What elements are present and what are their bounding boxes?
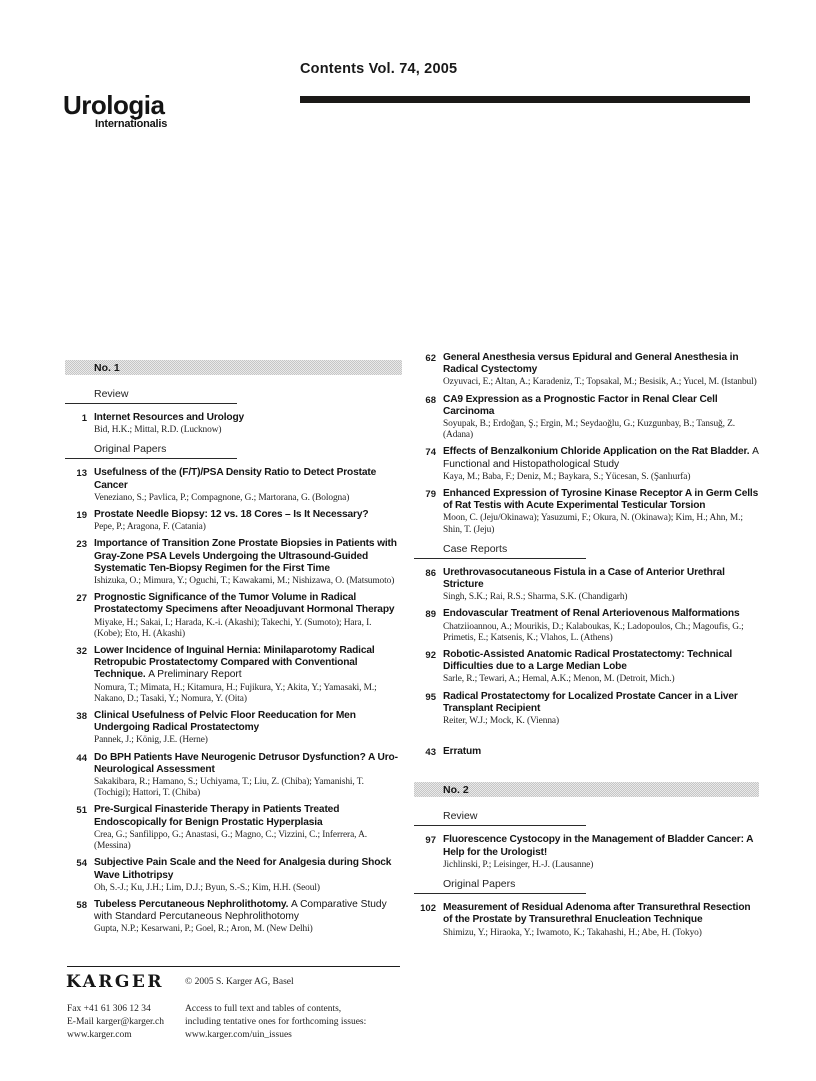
- entry-title-text: Endovascular Treatment of Renal Arteriovenous Malformations: [443, 608, 740, 620]
- toc-column-right: [414, 352, 759, 944]
- entry-page-number: 95: [425, 691, 436, 703]
- entry-authors: Pepe, P.; Aragona, F. (Catania): [94, 522, 206, 533]
- entry-body: [94, 592, 402, 640]
- journal-logo-name: Urologia: [63, 90, 165, 120]
- journal-logo-subname: Internationalis: [95, 118, 168, 130]
- entry-title-text: Prognostic Significance of the Tumor Volume in Radical Prostatectomy Specimens after Neoadjuvant Hormonal Therapy: [94, 592, 395, 616]
- entry-title-text: Radical Prostatectomy for Localized Prostate Cancer in a Liver Transplant Recipient: [443, 690, 738, 714]
- toc-entry: [65, 752, 402, 800]
- copyright-notice: © 2005 S. Karger AG, Basel: [185, 977, 294, 987]
- entry-title: [443, 649, 759, 673]
- section-rule: [65, 458, 237, 459]
- entry-title: [443, 691, 759, 715]
- section-heading: [65, 443, 402, 459]
- entry-authors: Shimizu, Y.; Hiraoka, Y.; Iwamoto, K.; Takahashi, H.; Abe, H. (Tokyo): [443, 927, 702, 938]
- entry-body: [94, 899, 402, 936]
- section-rule: [65, 403, 237, 404]
- entry-page-number: 79: [425, 489, 436, 501]
- entry-body: [443, 746, 759, 758]
- entry-title: [443, 446, 759, 470]
- entry-title-text: CA9 Expression as a Prognostic Factor in Renal Clear Cell Carcinoma: [443, 393, 718, 417]
- entry-title-text: Clinical Usefulness of Pelvic Floor Reeducation for Men Undergoing Radical Prostatectomy: [94, 710, 356, 734]
- entry-authors: Chatziioannou, A.; Mourikis, D.; Kalaboukas, K.; Ladopoulos, Ch.; Magoufis, G.; Primetis, E.; Katsenis, K.; Vlahos, L. (Athens): [443, 621, 744, 643]
- entry-subtitle: A Functional and Histopathological Study: [443, 446, 759, 470]
- toc-entry: [65, 857, 402, 894]
- entry-authors: Ishizuka, O.; Mimura, Y.; Oguchi, T.; Kawakami, M.; Nishizawa, O. (Matsumoto): [94, 576, 395, 587]
- entry-page-number: 62: [425, 353, 436, 364]
- entry-body: [443, 902, 759, 939]
- entry-page-number: 89: [425, 609, 436, 621]
- toc-entry: [414, 691, 759, 728]
- entry-authors: Jichlinski, P.; Leisinger, H.-J. (Lausanne): [443, 859, 594, 870]
- entry-page-number: 97: [425, 835, 436, 847]
- entry-body: [94, 412, 402, 436]
- entry-title: [94, 412, 402, 424]
- toc-entry: [414, 488, 759, 536]
- entry-page-number: 102: [420, 903, 436, 915]
- section-label: Review: [443, 810, 478, 823]
- entry-body: [443, 352, 759, 389]
- entry-body: [94, 752, 402, 800]
- entry-authors: Singh, S.K.; Rai, R.S.; Sharma, S.K. (Chandigarh): [443, 592, 628, 603]
- entry-title: [443, 834, 759, 858]
- journal-logo: [63, 92, 167, 130]
- entry-body: [94, 467, 402, 504]
- toc-entry: [414, 567, 759, 604]
- issue-label: No. 1: [94, 361, 120, 374]
- toc-entry: [414, 394, 759, 442]
- entry-body: [443, 834, 759, 871]
- entry-title: [94, 538, 402, 575]
- entry-title-text: Usefulness of the (F/T)/PSA Density Ratio to Detect Prostate Cancer: [94, 467, 377, 491]
- entry-title-text: Robotic-Assisted Anatomic Radical Prostatectomy: Technical Difficulties due to a Large Median Lobe: [443, 649, 733, 673]
- toc-entry: [65, 710, 402, 747]
- entry-title-text: Tubeless Percutaneous Nephrolithotomy.: [94, 898, 289, 910]
- entry-authors: Bid, H.K.; Mittal, R.D. (Lucknow): [94, 425, 222, 436]
- toc-entry: [65, 804, 402, 852]
- entry-page-number: 54: [76, 858, 87, 870]
- entry-body: [443, 488, 759, 536]
- entry-body: [443, 649, 759, 686]
- contents-title: Contents Vol. 74, 2005: [300, 61, 458, 77]
- toc-entry: [414, 446, 759, 483]
- toc-entry: [414, 902, 759, 939]
- entry-title-text: Measurement of Residual Adenoma after Transurethral Resection of the Prostate by Transurethral Enucleation Technique: [443, 902, 751, 926]
- entry-title: [443, 746, 759, 758]
- entry-title: [443, 902, 759, 926]
- entry-title-text: Pre-Surgical Finasteride Therapy in Patients Treated Endoscopically for Benign Prostatic Hyperplasia: [94, 804, 340, 828]
- entry-body: [443, 446, 759, 483]
- section-label: Original Papers: [94, 443, 167, 456]
- issue-header: [414, 782, 759, 797]
- entry-title-text: General Anesthesia versus Epidural and General Anesthesia in Radical Cystectomy: [443, 352, 739, 376]
- entry-page-number: 1: [81, 413, 87, 424]
- issue-label: No. 2: [443, 783, 469, 796]
- entry-title: [443, 488, 759, 512]
- entry-title: [443, 352, 759, 376]
- publisher-email: E-Mail karger@karger.ch: [67, 1017, 165, 1027]
- entry-title-text: Subjective Pain Scale and the Need for Analgesia during Shock Wave Lithotripsy: [94, 857, 392, 881]
- entry-authors: Crea, G.; Sanfilippo, G.; Anastasi, G.; Magno, C.; Vizzini, C.; Inferrera, A. (Messina): [94, 829, 368, 852]
- entry-title-text: Effects of Benzalkonium Chloride Application on the Rat Bladder.: [443, 446, 750, 458]
- access-info-line: Access to full text and tables of contents,: [185, 1004, 342, 1014]
- footer-divider-rule: [67, 966, 400, 967]
- entry-body: [443, 567, 759, 604]
- publisher-logo: KARGER: [66, 972, 165, 992]
- entry-page-number: 86: [425, 567, 436, 579]
- entry-title: [94, 899, 402, 923]
- entry-page-number: 23: [76, 539, 87, 551]
- entry-subtitle: A Comparative Study with Standard Percutaneous Nephrolithotomy: [94, 898, 387, 923]
- section-label: Review: [94, 388, 129, 400]
- entry-page-number: 13: [76, 468, 87, 480]
- entry-title-text: Internet Resources and Urology: [94, 412, 245, 423]
- entry-body: [94, 509, 402, 533]
- entry-title: [94, 857, 402, 881]
- toc-entry: [414, 649, 759, 686]
- entry-page-number: 38: [76, 711, 87, 723]
- entry-authors: Nomura, T.; Mimata, H.; Kitamura, H.; Fujikura, Y.; Akita, Y.; Yamasaki, M.; Nakano, D.; Tasaki, Y.; Nomura, Y. (Oita): [94, 682, 377, 704]
- toc-entry: [65, 509, 402, 533]
- entry-body: [94, 645, 402, 705]
- entry-authors: Pannek, J.; König, J.E. (Herne): [94, 735, 208, 746]
- entry-page-number: 51: [76, 805, 87, 817]
- access-info-block: [185, 1003, 366, 1042]
- entry-body: [443, 608, 759, 644]
- entry-page-number: 44: [76, 752, 87, 764]
- entry-page-number: 92: [425, 650, 436, 662]
- entry-page-number: 43: [425, 747, 436, 759]
- entry-page-number: 68: [425, 394, 436, 406]
- entry-authors: Sarle, R.; Tewari, A.; Hemal, A.K.; Menon, M. (Detroit, Mich.): [443, 674, 675, 685]
- section-rule: [414, 558, 586, 559]
- entry-title: [443, 608, 759, 620]
- entry-body: [94, 804, 402, 852]
- entry-title: [94, 645, 402, 682]
- section-heading: [414, 878, 759, 894]
- publisher-website: www.karger.com: [67, 1030, 132, 1040]
- entry-authors: Veneziano, S.; Pavlica, P.; Compagnone, G.; Martorana, G. (Bologna): [94, 492, 350, 503]
- entry-title: [443, 394, 759, 418]
- entry-page-number: 19: [76, 510, 87, 522]
- entry-title-text: Urethrovasocutaneous Fistula in a Case of Anterior Urethral Stricture: [443, 566, 725, 591]
- entry-title-text: Erratum: [443, 746, 482, 758]
- entry-authors: Kaya, M.; Baba, F.; Deniz, M.; Baykara, S.; Yücesan, S. (Şanlıurfa): [443, 471, 691, 482]
- toc-entry: [65, 412, 402, 436]
- issue-header: [65, 360, 402, 375]
- section-rule: [414, 825, 586, 826]
- section-rule: [414, 893, 586, 894]
- section-heading: [414, 543, 759, 559]
- entry-title-text: Do BPH Patients Have Neurogenic Detrusor Dysfunction? A Uro-Neurological Assessment: [94, 751, 398, 775]
- toc-column-left: [65, 360, 402, 941]
- toc-entry: [414, 608, 759, 644]
- toc-entry: [65, 592, 402, 640]
- entry-title: [443, 567, 759, 591]
- entry-body: [94, 857, 402, 894]
- section-label: Original Papers: [443, 878, 516, 891]
- entry-authors: Ozyuvaci, E.; Altan, A.; Karadeniz, T.; Topsakal, M.; Besisik, A.; Yucel, M. (Istanbul): [443, 377, 757, 388]
- entry-title: [94, 467, 402, 491]
- entry-title-text: Importance of Transition Zone Prostate Biopsies in Patients with Gray-Zone PSA Levels Undergoing the Ultrasound-Guided Systematic Ten-Biopsy Regimen for the First Time: [94, 538, 397, 574]
- entry-page-number: 32: [76, 646, 87, 658]
- entry-authors: Reiter, W.J.; Mock, K. (Vienna): [443, 716, 559, 727]
- entry-page-number: 58: [76, 899, 87, 911]
- publisher-contact-block: [67, 1003, 164, 1042]
- entry-body: [443, 394, 759, 442]
- entry-authors: Sakakibara, R.; Hamano, S.; Uchiyama, T.; Liu, Z. (Chiba); Yamanishi, T. (Tochigi); Hattori, T. (Chiba): [94, 777, 364, 799]
- toc-entry: [414, 746, 759, 758]
- section-label: Case Reports: [443, 542, 508, 555]
- entry-title-text: Enhanced Expression of Tyrosine Kinase Receptor A in Germ Cells of Rat Testis with Acute Experimental Testicular Torsion: [443, 488, 759, 512]
- entry-authors: Soyupak, B.; Erdoğan, Ş.; Ergin, M.; Seydaoğlu, G.; Kuzgunbay, B.; Tansuğ, Z. (Adana): [443, 419, 735, 441]
- entry-title: [94, 710, 402, 734]
- toc-entry: [414, 352, 759, 389]
- entry-title: [94, 804, 402, 828]
- toc-entry: [65, 538, 402, 587]
- access-info-line: including tentative ones for forthcoming issues:: [185, 1017, 367, 1027]
- entry-title-text: Fluorescence Cystocopy in the Management of Bladder Cancer: A Help for the Urologist!: [443, 834, 753, 858]
- entry-title-text: Prostate Needle Biopsy: 12 vs. 18 Cores – Is It Necessary?: [94, 509, 369, 521]
- entry-body: [94, 538, 402, 587]
- entry-title: [94, 509, 402, 521]
- entry-authors: Miyake, H.; Sakai, I.; Harada, K.-i. (Akashi); Takechi, Y. (Sumoto); Hara, I. (Kobe); Eto, H. (Akashi): [94, 617, 372, 639]
- toc-entry: [65, 899, 402, 936]
- toc-entry: [414, 834, 759, 871]
- entry-page-number: 27: [76, 593, 87, 605]
- publisher-fax: Fax +41 61 306 12 34: [67, 1004, 151, 1014]
- entry-title: [94, 752, 402, 776]
- entry-authors: Gupta, N.P.; Kesarwani, P.; Goel, R.; Aron, M. (New Delhi): [94, 924, 313, 935]
- toc-entry: [65, 467, 402, 504]
- entry-body: [94, 710, 402, 747]
- entry-authors: Oh, S.-J.; Ku, J.H.; Lim, D.J.; Byun, S.-S.; Kim, H.H. (Seoul): [94, 882, 320, 893]
- masthead-divider-bar: [300, 96, 750, 103]
- entry-authors: Moon, C. (Jeju/Okinawa); Yasuzumi, F.; Okura, N. (Okinawa); Kim, H.; Ahn, M.; Shin, T. (Jeju): [443, 513, 743, 535]
- section-heading: [414, 810, 759, 826]
- entry-title: [94, 592, 402, 616]
- section-heading: [65, 388, 402, 404]
- entry-page-number: 74: [425, 447, 436, 459]
- entry-title-text: Lower Incidence of Inguinal Hernia: Minilaparotomy Radical Retropubic Prostatectomy Compared with Conventional Technique.: [94, 645, 375, 681]
- entry-subtitle: A Preliminary Report: [148, 669, 242, 681]
- entry-body: [443, 691, 759, 728]
- toc-entry: [65, 645, 402, 705]
- access-info-url: www.karger.com/uin_issues: [185, 1030, 292, 1040]
